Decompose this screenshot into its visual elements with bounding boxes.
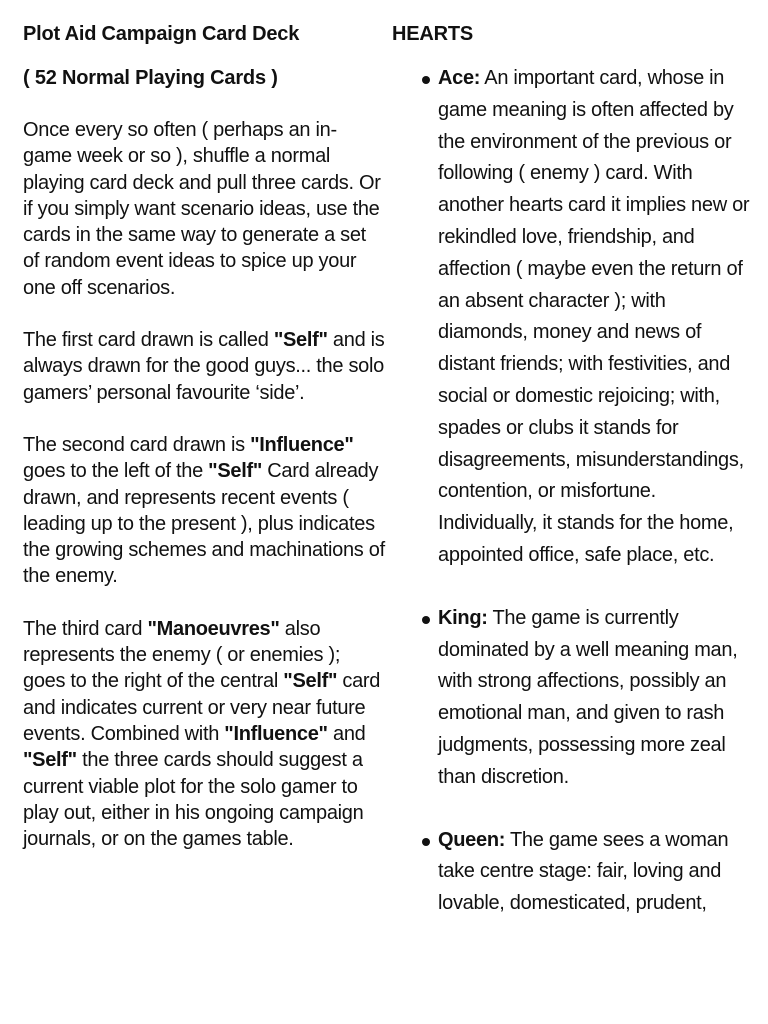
right-column xyxy=(392,20,756,951)
card-name: Ace: xyxy=(438,67,481,89)
manoeuvres-para-text-2: also represents the enemy ( or enemies ); goes to the right of the central xyxy=(23,617,341,693)
influence-paragraph xyxy=(23,432,385,590)
card-name: Queen: xyxy=(438,828,506,851)
card-description: The game is currently dominated by a well meaning man, with strong affections, possibly an emotional man, and given to rash judgments, possessing more zeal than discretion. xyxy=(438,606,738,788)
card-description: The game sees a woman take centre stage: fair, loving and lovable, domesticated, prudent, xyxy=(438,828,729,915)
left-column xyxy=(23,20,385,878)
manoeuvres-para-text-1: The third card xyxy=(23,617,148,640)
intro-paragraph: Once every so often ( perhaps an in-game week or so ), shuffle a normal playing card deck and pull three cards. Or if you simply want scenario ideas, use the cards in the same way to generate a set of random event ideas to spice up your one off scenarios. xyxy=(23,119,381,299)
influence-para-text-1: The second card drawn is xyxy=(23,433,251,456)
self-term: "Self" xyxy=(23,749,77,772)
manoeuvres-paragraph xyxy=(23,616,385,853)
influence-para-text-3: Card already drawn, and represents recent events ( leading up to the present ), plus indicates the growing schemes and machinations of the enemy. xyxy=(23,460,385,588)
self-para-text-1: The first card drawn is called xyxy=(23,329,274,352)
section-heading-hearts: HEARTS xyxy=(392,23,474,45)
influence-term: "Influence" xyxy=(250,433,354,456)
self-term: "Self" xyxy=(283,670,338,693)
card-description: An important card, whose in game meaning is often affected by the environment of the previous or following ( enemy ) card. With another hearts card it implies new or rekindled love, friendship, and affection ( maybe even the return of an absent character ); with diamonds, money and news of distant friends; with festivities, and social or domestic rejoicing; with, spades or clubs it stands for disagreements, misunderstandings, contention, or misfortune. Individually, it stands for the home, appointed office, safe place, etc. xyxy=(438,67,750,566)
document-title: Plot Aid Campaign Card Deck xyxy=(23,23,300,45)
self-paragraph xyxy=(23,327,385,406)
card-meaning-list xyxy=(392,63,756,920)
manoeuvres-para-text-3: card and indicates current or very near future events. Combined with xyxy=(23,670,381,745)
bullet-icon xyxy=(422,838,430,846)
self-para-text-2: and is always drawn for the good guys... the solo gamers’ personal favourite ‘side’. xyxy=(23,329,385,404)
list-item-king xyxy=(392,603,756,794)
self-term: "Self" xyxy=(208,460,263,483)
list-item-ace xyxy=(392,63,756,572)
manoeuvres-para-text-5: the three cards should suggest a current viable plot for the solo gamer to play out, either in his ongoing campaign journals, or on the games table. xyxy=(23,749,364,851)
influence-para-text-2: goes to the left of the xyxy=(23,460,209,483)
self-term: "Self" xyxy=(273,329,328,352)
list-item-queen xyxy=(392,825,756,920)
document-subtitle: ( 52 Normal Playing Cards ) xyxy=(23,67,278,89)
influence-term: "Influence" xyxy=(224,722,328,745)
bullet-icon xyxy=(422,76,430,84)
card-name: King: xyxy=(438,606,488,629)
bullet-icon xyxy=(422,616,430,624)
manoeuvres-term: "Manoeuvres" xyxy=(147,617,280,640)
manoeuvres-para-text-4: and xyxy=(327,722,366,745)
